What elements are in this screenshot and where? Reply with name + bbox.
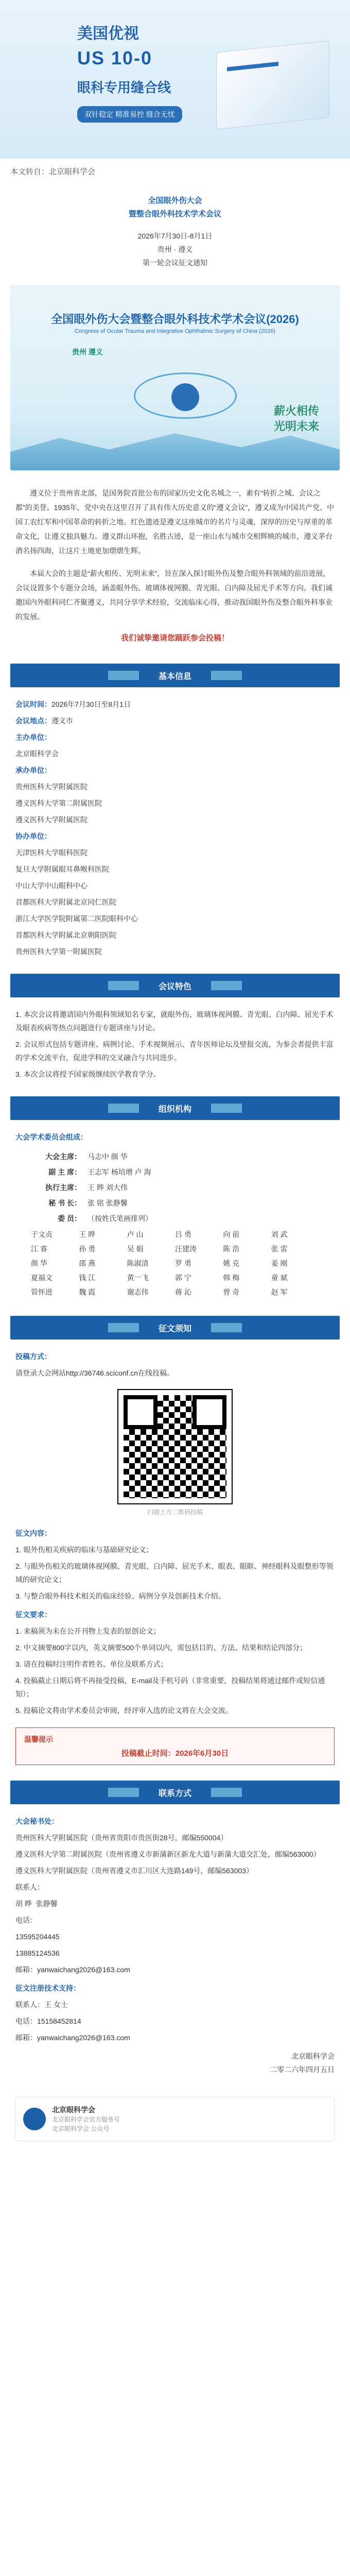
product-box-image bbox=[216, 40, 329, 129]
committee-row bbox=[15, 1211, 335, 1226]
member-name: 曾 奇 bbox=[223, 1288, 240, 1296]
support-phone[interactable]: 电话：15158452814 bbox=[15, 2017, 81, 2025]
member-name: 魏 霞 bbox=[79, 1288, 96, 1296]
host-item: 遵义医科大学第二附属医院 bbox=[15, 799, 102, 807]
section-title: 征文须知 bbox=[151, 1322, 199, 1334]
member-name: 邵 燕 bbox=[79, 1259, 96, 1267]
member-name: 刘 武 bbox=[271, 1230, 288, 1239]
phone-label: 电话： bbox=[15, 1916, 37, 1924]
member-name: 江 睿 bbox=[31, 1245, 47, 1253]
email-label: 邮箱： bbox=[15, 1965, 37, 1974]
notice-title: 第一轮会议征文通知 bbox=[143, 259, 207, 267]
org-line-1: 全国眼外伤大会 bbox=[148, 196, 202, 205]
topic-item: 2. 会议形式包括专题讲座、病例讨论、手术视频展示、青年医师论坛及壁报交流，为参会者提供丰富的学术交流平台，促进学科的交叉融合与共同进步。 bbox=[15, 1040, 334, 1062]
office-item: 贵州医科大学附属医院（贵州省贵阳市贵医街28号，邮编550004） bbox=[15, 1834, 228, 1842]
papers-scope bbox=[0, 1527, 350, 1717]
member-name: 孙 勇 bbox=[79, 1245, 96, 1253]
support-email[interactable]: 邮箱：yanwaichang2026@163.com bbox=[15, 2033, 130, 2042]
committee-row bbox=[15, 1164, 335, 1180]
submit-label: 投稿方式： bbox=[15, 1352, 51, 1361]
conference-date: 2026年7月30日-8月1日 bbox=[137, 232, 213, 240]
invite-text: 我们诚挚邀请您踊跃参会投稿！ bbox=[120, 634, 229, 642]
member-name: 于文贞 bbox=[31, 1230, 52, 1239]
member-name: 汪建涛 bbox=[175, 1245, 197, 1253]
org-line-2: 暨整合眼外科技术学术会议 bbox=[128, 210, 221, 218]
member-name: 姜 刚 bbox=[271, 1259, 288, 1267]
conference-slogan bbox=[274, 403, 319, 434]
committee-row bbox=[15, 1149, 335, 1164]
scope-item: 3. 与整合眼外科技术相关的临床经验、病例分享及创新技术介绍。 bbox=[15, 1592, 225, 1600]
qr-caption: 扫描上方二维码投稿 bbox=[147, 1509, 203, 1516]
member-name: 韩 梅 bbox=[223, 1274, 240, 1282]
committee-role: 大会主席： bbox=[45, 1153, 81, 1161]
member-name: 陈 浩 bbox=[223, 1245, 240, 1253]
submit-text[interactable]: 请登录大会网站http://36746.sciconf.cn在线投稿。 bbox=[15, 1369, 174, 1377]
committee-role: 副 主 席： bbox=[48, 1168, 81, 1176]
member-name: 吕 勇 bbox=[175, 1230, 191, 1239]
host-item: 贵州医科大学附属医院 bbox=[15, 783, 87, 791]
intro-paragraph-2: 本届大会的主题是“薪火相传、光明未来”，旨在深入探讨眼外伤及整合眼外科领域的前沿进展，会议设置多个专题分会场，涵盖眼外伤、玻璃体视网膜、青光眼、白内障及屈光手术等方向。我们诚邀国内外眼科同仁齐聚遵义，共同分享学术经验，交流临床心得，推动我国眼外伤及整合眼外科事业的发展。 bbox=[15, 569, 332, 621]
committee-row bbox=[15, 1180, 335, 1195]
phone-value[interactable]: 13885124536 bbox=[15, 1949, 60, 1957]
committee-names: 王志军 杨培增 卢 海 bbox=[87, 1168, 151, 1176]
committee-names: 王 晔 刘大伟 bbox=[87, 1183, 128, 1192]
member-name: 张 雷 bbox=[271, 1245, 288, 1253]
basic-info-block bbox=[0, 698, 350, 958]
host-item: 遵义医科大学附属医院 bbox=[15, 816, 87, 824]
member-name: 管怀进 bbox=[31, 1288, 52, 1296]
req-item: 4. 投稿截止日期后将不再接受投稿，E-mail及手机号码（非常重要，投稿结果将通过邮件或短信通知）； bbox=[15, 1676, 325, 1698]
committee-role: 委 员： bbox=[58, 1214, 81, 1223]
topic-item: 1. 本次会议将邀请国内外眼科领域知名专家，就眼外伤、玻璃体视网膜、青光眼、白内障、屈光手术及眼表疾病等热点问题进行专题讲座与讨论。 bbox=[15, 1010, 334, 1032]
host-label: 主办单位： bbox=[15, 733, 51, 741]
member-name: 赵 军 bbox=[271, 1288, 288, 1296]
deadline-box bbox=[15, 1727, 335, 1765]
conference-banner-title: 全国眼外伤大会暨整合眼外科技术学术会议(2026) bbox=[51, 313, 299, 326]
member-name: 陈淑清 bbox=[127, 1259, 149, 1267]
conference-place: 贵州 · 遵义 bbox=[157, 245, 193, 253]
host-item: 首都医科大学附属北京朝阳医院 bbox=[15, 931, 116, 939]
time-label: 会议时间： bbox=[15, 700, 51, 708]
member-name: 谢志伟 bbox=[127, 1288, 149, 1296]
email-value[interactable]: yanwaichang2026@163.com bbox=[37, 1965, 130, 1974]
committee-names: 张 铭 张静馨 bbox=[87, 1199, 128, 1207]
intro-paragraph-1: 遵义位于贵州省北部，是国务院首批公布的国家历史文化名城之一，素有“转折之城、会议之都”的美誉。1935年，党中央在这里召开了具有伟大历史意义的“遵义会议”，遵义成为中国共产党、中国工农红军和中国革命的转折之地。红色遗迹是遵义这座城市的名片与灵魂，深厚的历史与厚重的革命文化，让遵义独具魅力。遵义群山环抱，名胜古迹，是一座山水与城市交相辉映的城市，遵义茅台酒名扬四海，让这片土地更加熠熠生辉。 bbox=[15, 489, 335, 555]
sign-org: 北京眼科学会 bbox=[291, 2052, 335, 2060]
member-name: 蒋 沁 bbox=[175, 1288, 191, 1296]
member-name: 钱 江 bbox=[79, 1274, 96, 1282]
committee-row bbox=[15, 1195, 335, 1211]
place-label: 会议地点： bbox=[15, 717, 51, 725]
account-desc: 北京眼科学会 公众号 bbox=[52, 2125, 110, 2132]
office-item: 遵义医科大学第二附属医院（贵州省遵义市新蒲新区新龙大道与新蒲大道交汇处，邮编563000） bbox=[15, 1850, 321, 1858]
conference-banner-subtitle: Congress of Ocular Trauma and Integrative Ophthalmic Surgery of China (2026) bbox=[74, 328, 276, 334]
host-item: 协办单位： bbox=[15, 832, 51, 840]
office-item: 遵义医科大学附属医院（贵州省遵义市汇川区大连路149号，邮编563003） bbox=[15, 1867, 254, 1875]
member-name: 黄一飞 bbox=[127, 1274, 149, 1282]
host-item: 首都医科大学附属北京同仁医院 bbox=[15, 898, 116, 906]
office-label: 大会秘书处： bbox=[15, 1817, 59, 1825]
host-item: 浙江大学医学院附属第二医院眼科中心 bbox=[15, 914, 138, 923]
account-logo-icon bbox=[23, 2108, 46, 2130]
req-item: 2. 中文摘要800字以内，英文摘要500个单词以内，需包括目的、方法、结果和结论四部分； bbox=[15, 1643, 307, 1652]
deadline-title: 温馨提示 bbox=[24, 1735, 53, 1743]
deadline-text: 投稿截止时间：2026年6月30日 bbox=[121, 1749, 229, 1758]
account-desc: 北京眼科学会官方服务号 bbox=[52, 2116, 120, 2123]
host-item: 北京眼科学会 bbox=[15, 750, 59, 758]
section-title: 基本信息 bbox=[151, 670, 199, 682]
member-name: 郭 宁 bbox=[175, 1274, 191, 1282]
section-basic-info bbox=[10, 664, 340, 687]
req-item: 5. 投稿论文将由学术委员会审阅，经评审入选的论文将在大会交流。 bbox=[15, 1706, 233, 1715]
banner-brand: 美国优视 bbox=[77, 25, 139, 42]
scope-item: 2. 与眼外伤相关的玻璃体视网膜、青光眼、白内障、屈光手术、眼表、眼眶、神经眼科及眼整形等领域的研究论文； bbox=[15, 1562, 334, 1584]
member-name: 吴 娟 bbox=[127, 1245, 144, 1253]
place-value: 遵义市 bbox=[51, 717, 73, 725]
sign-date: 二零二六年四月五日 bbox=[270, 2065, 335, 2074]
contact-person: 胡 晔 bbox=[15, 1900, 32, 1908]
section-title: 会议特色 bbox=[151, 980, 199, 992]
conference-banner bbox=[10, 285, 340, 470]
banner-features: 双针稳定 精准易控 缝合无忧 bbox=[77, 106, 182, 123]
account-card[interactable] bbox=[15, 2097, 335, 2141]
committee-names: （按姓氏笔画排列） bbox=[87, 1214, 152, 1223]
qr-code[interactable] bbox=[118, 1390, 232, 1503]
host-item: 复旦大学附属眼耳鼻喉科医院 bbox=[15, 865, 109, 873]
committee-role: 执行主席： bbox=[45, 1183, 81, 1192]
host-item: 中山大学中山眼科中心 bbox=[15, 882, 87, 890]
scope-label: 征文内容： bbox=[15, 1529, 51, 1537]
phone-value[interactable]: 13595204445 bbox=[15, 1933, 60, 1941]
section-title: 组织机构 bbox=[151, 1103, 199, 1114]
committee-names: 马志中 颜 华 bbox=[87, 1153, 128, 1161]
committee-role: 秘 书 长： bbox=[48, 1199, 81, 1207]
committee-roles bbox=[0, 1149, 350, 1226]
support-label: 征文注册技术支持： bbox=[15, 1984, 80, 1992]
section-topics bbox=[10, 974, 340, 997]
section-organization bbox=[10, 1096, 340, 1120]
contact-person: 张静馨 bbox=[36, 1900, 58, 1908]
member-name: 夏福文 bbox=[31, 1274, 52, 1282]
member-name: 姚 克 bbox=[223, 1259, 240, 1267]
slogan-line-2: 光明未来 bbox=[273, 420, 319, 433]
time-value: 2026年7月30日至8月1日 bbox=[51, 700, 131, 708]
papers-block bbox=[0, 1350, 350, 1380]
contact-block bbox=[0, 1815, 350, 2044]
member-name: 童 斌 bbox=[271, 1274, 288, 1282]
member-name: 罗 勇 bbox=[175, 1259, 191, 1267]
slogan-line-1: 薪火相传 bbox=[273, 404, 319, 417]
section-papers bbox=[10, 1316, 340, 1340]
conference-banner-place: 贵州 遵义 bbox=[72, 348, 103, 356]
req-item: 1. 来稿须为未在公开刊物上发表的原创论文； bbox=[15, 1627, 161, 1635]
article-source: 本文转自：北京眼科学会 bbox=[10, 167, 96, 176]
host-item: 天津医科大学眼科医院 bbox=[15, 849, 87, 857]
support-person: 联系人：王 女士 bbox=[15, 2001, 68, 2009]
committee-members bbox=[0, 1226, 350, 1300]
member-name: 颜 华 bbox=[31, 1259, 47, 1267]
scope-item: 1. 眼外伤相关疾病的临床与基础研究论文； bbox=[15, 1546, 153, 1554]
member-name: 向 前 bbox=[223, 1230, 240, 1239]
contact-label: 联系人： bbox=[15, 1883, 44, 1891]
req-item: 3. 请在投稿时注明作者姓名、单位及联系方式； bbox=[15, 1660, 168, 1668]
host-item: 承办单位： bbox=[15, 766, 51, 774]
eye-icon bbox=[134, 372, 237, 419]
member-name: 王 晔 bbox=[79, 1230, 96, 1239]
topic-item: 3. 本次会议将授予国家级继续医学教育学分。 bbox=[15, 1070, 161, 1078]
committee-title: 大会学术委员会组成： bbox=[15, 1133, 87, 1141]
section-title: 联系方式 bbox=[151, 1787, 199, 1799]
banner-tagline: 眼科专用缝合线 bbox=[77, 80, 171, 95]
topics-block bbox=[0, 1008, 350, 1081]
signature bbox=[0, 2049, 350, 2076]
section-contact bbox=[10, 1781, 340, 1804]
member-name: 卢 山 bbox=[127, 1230, 144, 1239]
account-name: 北京眼科学会 bbox=[52, 2106, 95, 2114]
req-label: 征文要求： bbox=[15, 1611, 51, 1619]
host-item: 贵州医科大学第一附属医院 bbox=[15, 947, 102, 956]
product-banner bbox=[0, 0, 350, 159]
banner-product: US 10-0 bbox=[77, 47, 153, 69]
